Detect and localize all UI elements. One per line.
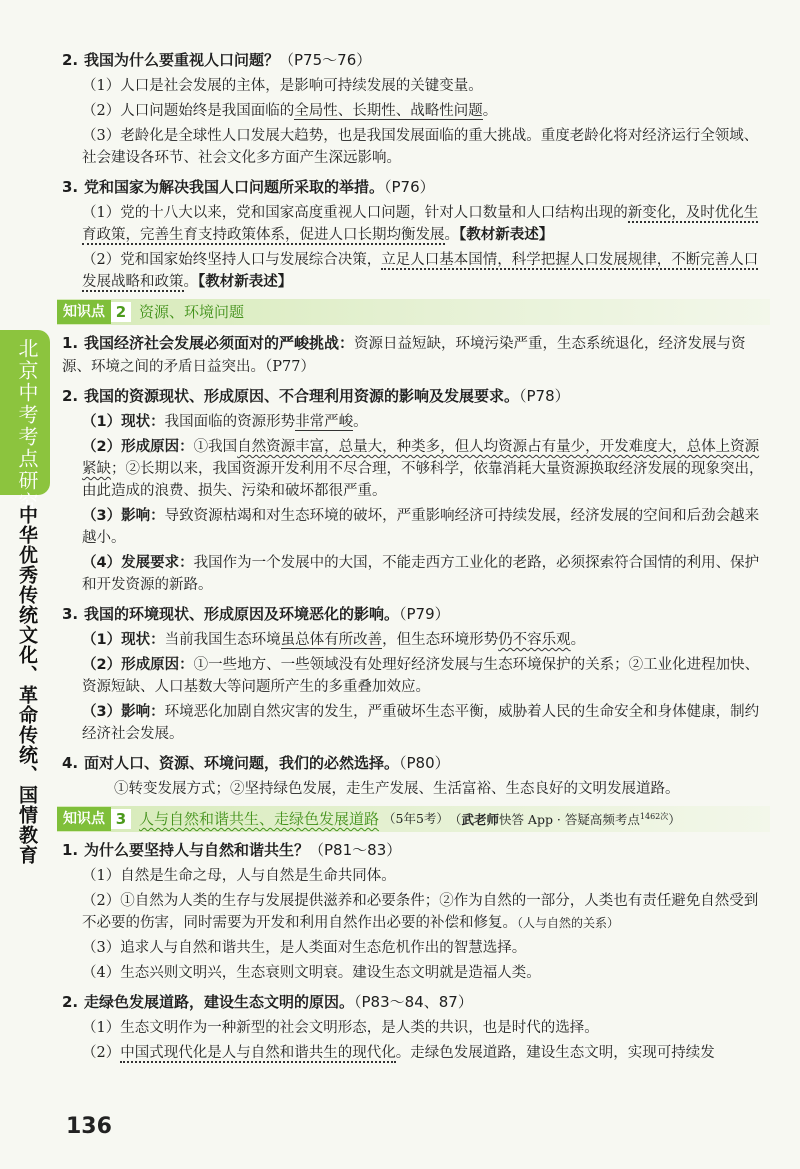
question-title: 党和国家为解决我国人口问题所采取的举措。: [84, 178, 385, 196]
item-label: （4）发展要求：: [82, 555, 194, 571]
question-heading: [62, 603, 770, 625]
item-label: （2）形成原因：: [82, 439, 194, 455]
answer-paragraph: [82, 552, 770, 596]
question-number: 2.: [62, 387, 79, 405]
paren: ）: [668, 812, 681, 828]
question-heading: [62, 332, 770, 378]
item-label: （2）形成原因：: [82, 657, 194, 673]
question-number: 2.: [62, 993, 79, 1011]
answer-paragraph: [82, 654, 770, 698]
kp-tag: 知识点: [57, 807, 111, 831]
question-number: 1.: [62, 334, 79, 352]
text-span: ；②长期以来，我国资源开发利用不尽合理，不够科学，依靠消耗大量资源换取经济发展的现象突出，由此造成的浪费、损失、污染和破坏都很严重。: [82, 461, 764, 499]
question-heading: [62, 49, 770, 71]
wavy-underlined-text: 自然资源丰富，总量大，种类多，但人均资源占有量少，开发难度大，总体上资源紧缺: [82, 439, 760, 477]
question-number: 4.: [62, 754, 79, 772]
dotted-text: 中国式现代化是人与自然和谐共生的现代化: [120, 1045, 396, 1061]
text-span: 环境恶化加剧自然灾害的发生，严重破坏生态平衡，威胁着人民的生命安全和身体健康，制约经济社会发展。: [82, 704, 760, 742]
app-promo: [449, 806, 681, 831]
text-span: （2）人口问题始终是我国面临的: [82, 103, 295, 119]
kp-tag: 知识点: [57, 300, 111, 324]
answer-paragraph: [82, 629, 770, 651]
text-span: ①我国: [193, 439, 238, 455]
app-brand: 武老师: [461, 812, 499, 828]
answer-paragraph: ①转变发展方式；②坚持绿色发展，走生产发展、生活富裕、生态良好的文明发展道路。: [114, 781, 680, 797]
app-count: 1462次: [639, 812, 669, 822]
side-tab-subtitle: 中华优秀传统文化、革命传统、国情教育: [16, 505, 38, 865]
paren: （: [448, 812, 462, 828]
item-label: （1）现状：: [82, 632, 165, 648]
text-span: 。走绿色发展道路，建设生态文明，实现可持续发: [395, 1045, 715, 1061]
underlined-text: 全局性、长期性、战略性问题: [294, 103, 483, 119]
question-number: 1.: [62, 841, 79, 859]
app-text: 快答 App · 答疑高频考点: [498, 812, 640, 828]
wavy-underlined-text: 仍不容乐观: [498, 632, 571, 648]
text-span: （2）党和国家始终坚持人口与发展综合决策，: [82, 252, 382, 268]
question-title: 面对人口、资源、环境问题，我们的必然选择。: [84, 754, 400, 772]
question-number: 2.: [62, 51, 79, 69]
kp-title: 资源、环境问题: [139, 303, 245, 321]
text-span: 我国面临的资源形势: [164, 414, 296, 430]
page-ref: （P75～76）: [279, 51, 372, 69]
new-statement-tag: 【教材新表述】: [459, 227, 554, 243]
question-title: 我国经济社会发展必须面对的严峻挑战：: [84, 334, 355, 352]
main-content: [62, 42, 770, 1067]
answer-paragraph: （1）自然是生命之母，人与自然是生命共同体。: [82, 868, 396, 884]
answer-paragraph: （4）生态兴则文明兴，生态衰则文明衰。建设生态文明就是造福人类。: [82, 965, 541, 981]
text-span: （1）党的十八大以来，党和国家高度重视人口问题，针对人口数量和人口结构出现的: [82, 205, 628, 221]
text-span: 导致资源枯竭和对生态环境的破坏，严重影响经济可持续发展，经济发展的空间和后劲会越来越小。: [82, 508, 760, 546]
answer-paragraph: （1）生态文明作为一种新型的社会文明形态，是人类的共识，也是时代的选择。: [82, 1020, 599, 1036]
knowledge-point-header: [57, 806, 770, 832]
question-heading: [62, 991, 770, 1013]
page-ref: （P83～84、87）: [354, 993, 473, 1011]
new-statement-tag: 【教材新表述】: [198, 274, 293, 290]
kp-title: 人与自然和谐共生、走绿色发展道路: [139, 810, 380, 828]
answer-paragraph: [82, 100, 770, 122]
side-tab-title: 北京中考考点研究: [15, 338, 39, 514]
text-span: （2）: [82, 1045, 121, 1061]
question-title: 我国的资源现状、形成原因、不合理利用资源的影响及发展要求。: [84, 387, 520, 405]
dotted-text: 新变化，及时优化生育政策，完善生育支持政策体系，促进人口长期均衡发展: [82, 205, 759, 243]
text-span: ，但生态环境形势: [382, 632, 499, 648]
text-span: ①一些地方、一些领域没有处理好经济发展与生态环境保护的关系；②工业化进程加快、资源短缺、人口基数大等问题所产生的多重叠加效应。: [82, 657, 760, 695]
page-ref: （P80）: [399, 754, 450, 772]
text-span: （2）①自然为人类的生存与发展提供滋养和必要条件；②作为自然的一部分，人类也有责任避免自然受到不必要的伤害，同时需要为开发和利用自然作出必要的补偿和修复。: [82, 893, 759, 931]
item-label: （3）影响：: [82, 508, 165, 524]
answer-paragraph: [82, 890, 770, 934]
text-span: 。: [183, 274, 198, 290]
underlined-text: 虽总体有所改善: [280, 632, 383, 648]
exam-frequency: （5年5考）: [383, 811, 449, 826]
knowledge-point-header: [57, 299, 770, 325]
question-heading: [62, 176, 770, 198]
question-number: 3.: [62, 605, 79, 623]
text-span: 。: [482, 103, 498, 119]
kp-number: 2: [111, 302, 131, 322]
page-number: 136: [66, 1114, 112, 1139]
page-ref: （P81～83）: [309, 841, 402, 859]
question-title: 走绿色发展道路，建设生态文明的原因。: [84, 993, 355, 1011]
question-heading: [62, 752, 770, 774]
question-title: 我国为什么要重视人口问题？: [84, 51, 280, 69]
answer-paragraph: [82, 436, 770, 502]
text-span: 。: [570, 632, 586, 648]
page-ref: （P79）: [399, 605, 450, 623]
dotted-text: 立足人口基本国情，科学把握人口发展规律，不断完善人口发展战略和政策: [82, 252, 759, 290]
question-title: 我国的环境现状、形成原因及环境恶化的影响。: [84, 605, 400, 623]
note-text: （人与自然的关系）: [517, 916, 620, 930]
text-span: 。: [444, 227, 459, 243]
answer-paragraph: （1）人口是社会发展的主体，是影响可持续发展的关键变量。: [82, 78, 483, 94]
answer-text: 资源日益短缺，环境污染严重，生态系统退化，经济发展与资源、环境之间的矛盾日益突出。（P77）: [62, 336, 746, 375]
question-heading: [62, 839, 770, 861]
question-heading: [62, 385, 770, 407]
page-ref: （P76）: [384, 178, 435, 196]
question-number: 3.: [62, 178, 79, 196]
underlined-text: 非常严峻: [295, 414, 354, 430]
answer-paragraph: [82, 1042, 770, 1064]
text-span: 我国作为一个发展中的大国，不能走西方工业化的老路，必须探索符合国情的利用、保护和开发资源的新路。: [82, 555, 760, 593]
answer-paragraph: [82, 411, 770, 433]
answer-paragraph: [82, 249, 770, 293]
answer-paragraph: [82, 202, 770, 246]
answer-paragraph: （3）追求人与自然和谐共生，是人类面对生态危机作出的智慧选择。: [82, 940, 527, 956]
item-label: （3）影响：: [82, 704, 165, 720]
question-title: 为什么要坚持人与自然和谐共生？: [84, 841, 310, 859]
text-span: 当前我国生态环境: [164, 632, 281, 648]
page-ref: （P78）: [519, 387, 570, 405]
kp-number: 3: [111, 809, 131, 829]
item-label: （1）现状：: [82, 414, 165, 430]
answer-paragraph: [82, 505, 770, 549]
answer-paragraph: （3）老龄化是全球性人口发展大趋势，也是我国发展面临的重大挑战。重度老龄化将对经济运行全领域、社会建设各环节、社会文化多方面产生深远影响。: [82, 128, 759, 166]
text-span: 。: [353, 414, 368, 430]
answer-paragraph: [82, 701, 770, 745]
